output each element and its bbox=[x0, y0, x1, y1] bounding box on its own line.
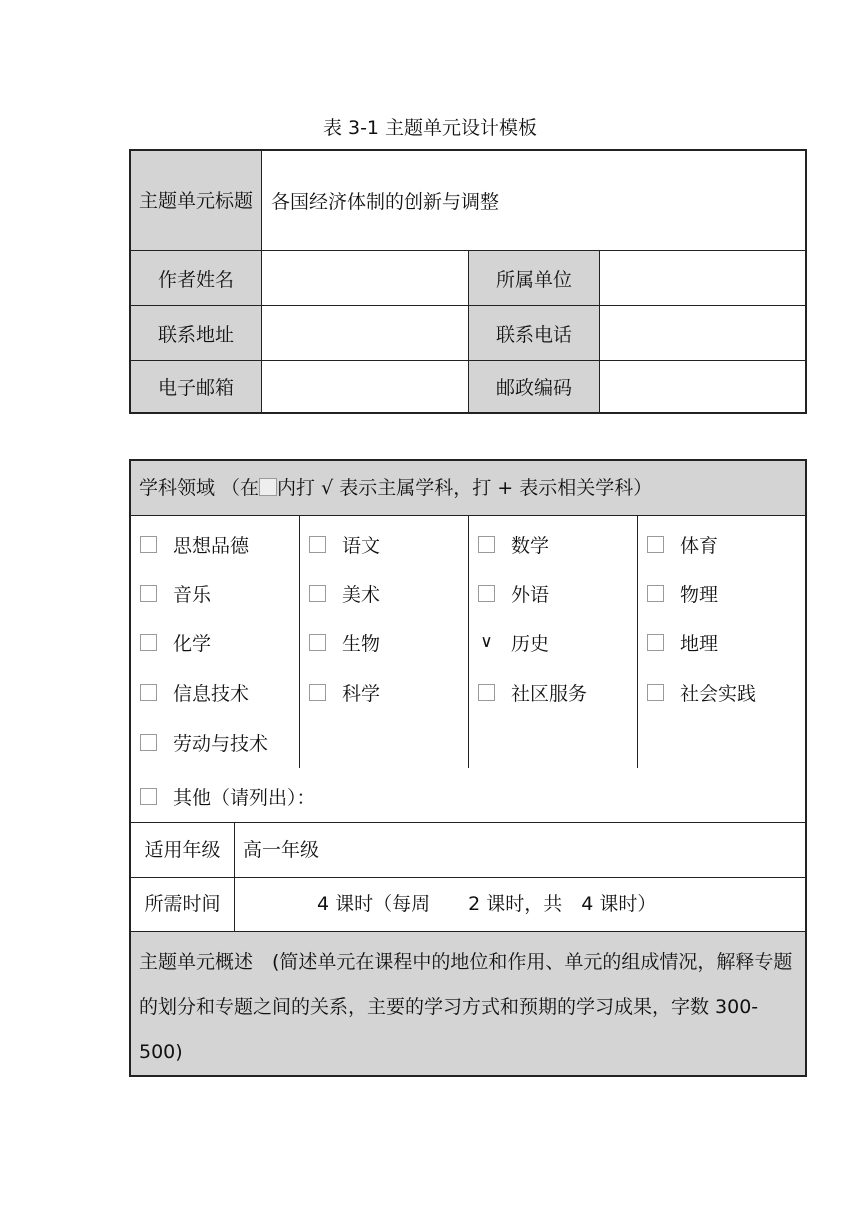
subject-label: 化学 bbox=[173, 632, 212, 655]
check-mark-icon[interactable]: ∨ bbox=[480, 632, 493, 652]
subject-label: 数学 bbox=[511, 534, 550, 557]
checkbox-icon[interactable] bbox=[647, 536, 664, 553]
checkbox-icon[interactable] bbox=[309, 585, 326, 602]
grade-label: 适用年级 bbox=[144, 839, 221, 861]
subject-item[interactable] bbox=[309, 677, 380, 707]
subject-item[interactable] bbox=[309, 627, 380, 657]
subject-label: 外语 bbox=[511, 583, 550, 606]
checkbox-icon[interactable] bbox=[140, 634, 157, 651]
subject-item[interactable] bbox=[478, 627, 549, 657]
title-label: 主题单元标题 bbox=[138, 189, 253, 212]
subject-table bbox=[129, 459, 807, 1077]
postcode-value-cell[interactable] bbox=[600, 361, 805, 412]
divider bbox=[299, 516, 300, 768]
checkbox-icon[interactable] bbox=[647, 634, 664, 651]
subject-label: 信息技术 bbox=[173, 682, 250, 705]
address-label: 联系地址 bbox=[157, 323, 234, 346]
divider bbox=[599, 250, 600, 412]
subject-header-prefix: 学科领域 （在 bbox=[139, 477, 260, 499]
subject-label: 社会实践 bbox=[680, 682, 757, 705]
author-value-cell[interactable] bbox=[262, 251, 468, 305]
divider bbox=[468, 250, 469, 412]
subject-item[interactable] bbox=[478, 578, 549, 608]
grade-row bbox=[131, 823, 805, 877]
subject-label: 物理 bbox=[680, 583, 719, 606]
checkbox-icon[interactable] bbox=[140, 684, 157, 701]
email-label-cell bbox=[131, 361, 261, 412]
overview-row bbox=[131, 932, 805, 1075]
divider bbox=[261, 151, 262, 412]
subject-other[interactable] bbox=[140, 781, 316, 811]
subject-header-text: 内打 √ 表示主属学科，打 + 表示相关学科） bbox=[277, 477, 653, 499]
subject-label: 科学 bbox=[342, 682, 381, 705]
phone-value-cell[interactable] bbox=[600, 306, 805, 360]
subject-item[interactable] bbox=[647, 677, 756, 707]
checkbox-icon[interactable] bbox=[140, 734, 157, 751]
unit-label: 所属单位 bbox=[495, 268, 572, 291]
unit-value-cell[interactable] bbox=[600, 251, 805, 305]
table-caption: 表 3-1 主题单元设计模板 bbox=[322, 117, 538, 139]
subject-label: 社区服务 bbox=[511, 682, 588, 705]
subject-label: 思想品德 bbox=[173, 534, 250, 557]
phone-label: 联系电话 bbox=[495, 323, 572, 346]
subject-item[interactable] bbox=[140, 727, 268, 757]
checkbox-icon[interactable] bbox=[478, 684, 495, 701]
subject-label: 音乐 bbox=[173, 583, 212, 606]
postcode-label-cell bbox=[469, 361, 599, 412]
title-value: 各国经济体制的创新与调整 bbox=[271, 191, 500, 213]
subject-item[interactable] bbox=[478, 529, 549, 559]
subject-item[interactable] bbox=[647, 627, 718, 657]
time-label: 所需时间 bbox=[144, 893, 221, 915]
phone-label-cell bbox=[469, 306, 599, 360]
grade-value[interactable]: 高一年级 bbox=[243, 839, 320, 861]
checkbox-icon[interactable] bbox=[647, 684, 664, 701]
checkbox-icon[interactable] bbox=[140, 536, 157, 553]
subject-label: 美术 bbox=[342, 583, 381, 606]
subject-label: 劳动与技术 bbox=[173, 732, 269, 755]
subject-label: 地理 bbox=[680, 632, 719, 655]
subject-header-row bbox=[131, 461, 805, 515]
checkbox-icon[interactable] bbox=[309, 634, 326, 651]
divider bbox=[637, 516, 638, 768]
unit-label-cell bbox=[469, 251, 599, 305]
subject-label: 生物 bbox=[342, 632, 381, 655]
email-label: 电子邮箱 bbox=[157, 377, 234, 399]
address-value-cell[interactable] bbox=[262, 306, 468, 360]
subject-item[interactable] bbox=[309, 529, 380, 559]
checkbox-legend-icon bbox=[259, 478, 277, 496]
address-label-cell bbox=[131, 306, 261, 360]
checkbox-icon[interactable] bbox=[647, 585, 664, 602]
subject-item[interactable] bbox=[140, 578, 211, 608]
title-label-cell bbox=[131, 151, 261, 250]
checkbox-icon[interactable] bbox=[478, 536, 495, 553]
subject-item[interactable] bbox=[140, 529, 249, 559]
checkbox-icon[interactable] bbox=[309, 684, 326, 701]
overview-text: 主题单元概述 (简述单元在课程中的地位和作用、单元的组成情况，解释专题的划分和专题之间的关系，主要的学习方式和预期的学习成果，字数 300-500) bbox=[139, 951, 793, 1063]
subject-other-label: 其他（请列出）： bbox=[173, 786, 316, 809]
title-value-cell[interactable] bbox=[262, 151, 805, 250]
subject-label: 语文 bbox=[342, 534, 381, 557]
subject-item[interactable] bbox=[647, 578, 718, 608]
subject-label: 历史 bbox=[511, 632, 550, 655]
subject-label: 体育 bbox=[680, 534, 719, 557]
checkbox-icon[interactable] bbox=[478, 585, 495, 602]
checkbox-icon[interactable] bbox=[140, 788, 157, 805]
subject-item[interactable] bbox=[140, 627, 211, 657]
postcode-label: 邮政编码 bbox=[495, 377, 572, 399]
subject-item[interactable] bbox=[309, 578, 380, 608]
subject-item[interactable] bbox=[478, 677, 587, 707]
subject-item[interactable] bbox=[647, 529, 718, 559]
checkbox-icon[interactable] bbox=[140, 585, 157, 602]
email-value-cell[interactable] bbox=[262, 361, 468, 412]
author-info-table bbox=[129, 149, 807, 414]
divider bbox=[468, 516, 469, 768]
subject-item[interactable] bbox=[140, 677, 249, 707]
author-label: 作者姓名 bbox=[157, 268, 234, 291]
author-label-cell bbox=[131, 251, 261, 305]
time-value[interactable]: 4 课时（每周 2 课时，共 4 课时） bbox=[317, 893, 657, 915]
checkbox-icon[interactable] bbox=[309, 536, 326, 553]
time-row bbox=[131, 878, 805, 931]
